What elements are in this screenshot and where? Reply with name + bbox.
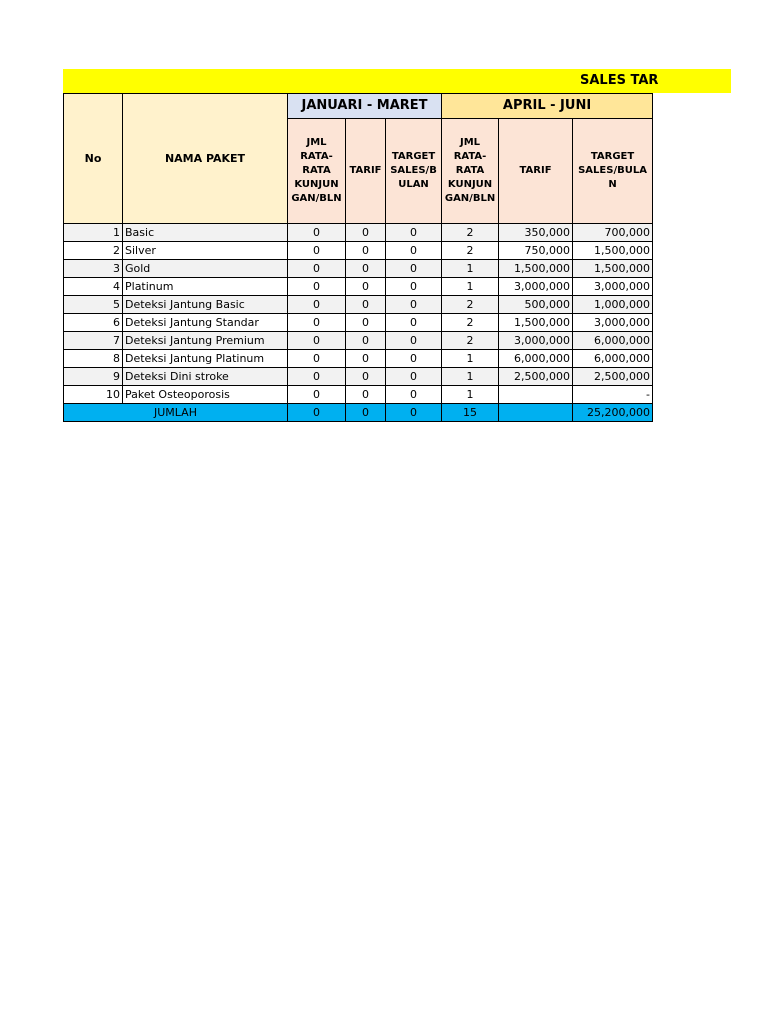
cell-p1-jml[interactable]: 0: [288, 296, 346, 314]
total-p1-target[interactable]: 0: [386, 404, 442, 422]
sales-target-table: [63, 93, 653, 422]
cell-p1-tarif[interactable]: 0: [346, 224, 386, 242]
header-p1-target-sales[interactable]: TARGET SALES/B ULAN: [386, 119, 442, 224]
cell-no[interactable]: 10: [64, 386, 123, 404]
cell-p1-tarif[interactable]: 0: [346, 314, 386, 332]
cell-p2-tarif[interactable]: 6,000,000: [499, 350, 573, 368]
cell-p2-tarif[interactable]: 750,000: [499, 242, 573, 260]
header-p2-jml-kunjungan[interactable]: JML RATA-RATA KUNJUN GAN/BLN: [442, 119, 499, 224]
cell-p1-target[interactable]: 0: [386, 260, 442, 278]
cell-p1-target[interactable]: 0: [386, 296, 442, 314]
cell-p1-tarif[interactable]: 0: [346, 242, 386, 260]
table-row: [64, 278, 653, 296]
cell-p1-tarif[interactable]: 0: [346, 386, 386, 404]
table-row: [64, 242, 653, 260]
header-period-jan-mar[interactable]: JANUARI - MARET: [288, 94, 442, 119]
cell-p2-jml[interactable]: 2: [442, 296, 499, 314]
cell-p1-jml[interactable]: 0: [288, 278, 346, 296]
cell-p2-jml[interactable]: 1: [442, 278, 499, 296]
cell-nama-paket[interactable]: Gold: [123, 260, 288, 278]
cell-no[interactable]: 8: [64, 350, 123, 368]
cell-nama-paket[interactable]: Deteksi Jantung Standar: [123, 314, 288, 332]
cell-p2-tarif[interactable]: 350,000: [499, 224, 573, 242]
table-row: [64, 332, 653, 350]
cell-no[interactable]: 6: [64, 314, 123, 332]
cell-p2-tarif[interactable]: 2,500,000: [499, 368, 573, 386]
cell-p1-jml[interactable]: 0: [288, 350, 346, 368]
cell-nama-paket[interactable]: Platinum: [123, 278, 288, 296]
cell-p2-target[interactable]: 1,500,000: [573, 242, 653, 260]
cell-no[interactable]: 1: [64, 224, 123, 242]
cell-no[interactable]: 9: [64, 368, 123, 386]
cell-no[interactable]: 2: [64, 242, 123, 260]
cell-p2-tarif[interactable]: 3,000,000: [499, 278, 573, 296]
cell-no[interactable]: 4: [64, 278, 123, 296]
cell-nama-paket[interactable]: Silver: [123, 242, 288, 260]
table-row: [64, 296, 653, 314]
cell-p1-jml[interactable]: 0: [288, 332, 346, 350]
header-no[interactable]: No: [64, 94, 123, 224]
total-p2-jml[interactable]: 15: [442, 404, 499, 422]
cell-p1-tarif[interactable]: 0: [346, 368, 386, 386]
cell-p2-tarif[interactable]: 1,500,000: [499, 314, 573, 332]
header-p1-tarif[interactable]: TARIF: [346, 119, 386, 224]
total-label[interactable]: JUMLAH: [64, 404, 288, 422]
header-nama-paket[interactable]: NAMA PAKET: [123, 94, 288, 224]
total-p2-tarif[interactable]: [499, 404, 573, 422]
cell-p2-jml[interactable]: 1: [442, 260, 499, 278]
header-p2-tarif[interactable]: TARIF: [499, 119, 573, 224]
total-row: [64, 404, 653, 422]
table-row: [64, 224, 653, 242]
cell-p1-jml[interactable]: 0: [288, 224, 346, 242]
cell-p1-tarif[interactable]: 0: [346, 332, 386, 350]
cell-p2-tarif[interactable]: 1,500,000: [499, 260, 573, 278]
cell-p1-jml[interactable]: 0: [288, 386, 346, 404]
cell-p1-jml[interactable]: 0: [288, 242, 346, 260]
cell-p1-target[interactable]: 0: [386, 350, 442, 368]
cell-p1-target[interactable]: 0: [386, 242, 442, 260]
cell-p2-jml[interactable]: 1: [442, 350, 499, 368]
cell-no[interactable]: 5: [64, 296, 123, 314]
cell-p1-jml[interactable]: 0: [288, 314, 346, 332]
cell-nama-paket[interactable]: Basic: [123, 224, 288, 242]
cell-p1-tarif[interactable]: 0: [346, 260, 386, 278]
cell-p2-target[interactable]: 700,000: [573, 224, 653, 242]
cell-p2-tarif[interactable]: [499, 386, 573, 404]
table-row: [64, 350, 653, 368]
title-bar: [63, 69, 731, 93]
header-period-apr-jun[interactable]: APRIL - JUNI: [442, 94, 653, 119]
cell-p2-target[interactable]: 3,000,000: [573, 314, 653, 332]
table-row: [64, 368, 653, 386]
cell-p1-target[interactable]: 0: [386, 368, 442, 386]
cell-p2-jml[interactable]: 2: [442, 314, 499, 332]
cell-p1-target[interactable]: 0: [386, 386, 442, 404]
header-row-periods: [64, 94, 653, 119]
sheet-title: SALES TAR: [580, 73, 659, 88]
cell-p2-jml[interactable]: 1: [442, 386, 499, 404]
cell-p1-tarif[interactable]: 0: [346, 296, 386, 314]
cell-p1-jml[interactable]: 0: [288, 368, 346, 386]
table-row: [64, 386, 653, 404]
cell-p1-target[interactable]: 0: [386, 224, 442, 242]
total-p2-target[interactable]: 25,200,000: [573, 404, 653, 422]
cell-p1-tarif[interactable]: 0: [346, 350, 386, 368]
cell-p2-jml[interactable]: 2: [442, 332, 499, 350]
cell-nama-paket[interactable]: Deteksi Jantung Basic: [123, 296, 288, 314]
cell-p2-target[interactable]: 6,000,000: [573, 350, 653, 368]
table-row: [64, 260, 653, 278]
cell-p2-target[interactable]: -: [573, 386, 653, 404]
cell-p1-tarif[interactable]: 0: [346, 278, 386, 296]
cell-p2-target[interactable]: 1,000,000: [573, 296, 653, 314]
cell-p2-target[interactable]: 6,000,000: [573, 332, 653, 350]
cell-no[interactable]: 3: [64, 260, 123, 278]
cell-p1-target[interactable]: 0: [386, 314, 442, 332]
cell-p1-target[interactable]: 0: [386, 278, 442, 296]
cell-nama-paket[interactable]: Deteksi Jantung Platinum: [123, 350, 288, 368]
total-p1-jml[interactable]: 0: [288, 404, 346, 422]
cell-p2-target[interactable]: 2,500,000: [573, 368, 653, 386]
cell-p2-tarif[interactable]: 3,000,000: [499, 332, 573, 350]
cell-p2-target[interactable]: 3,000,000: [573, 278, 653, 296]
header-p2-target-sales[interactable]: TARGET SALES/BULA N: [573, 119, 653, 224]
table-row: [64, 314, 653, 332]
cell-nama-paket[interactable]: Paket Osteoporosis: [123, 386, 288, 404]
cell-p1-target[interactable]: 0: [386, 332, 442, 350]
cell-p2-target[interactable]: 1,500,000: [573, 260, 653, 278]
cell-p2-tarif[interactable]: 500,000: [499, 296, 573, 314]
cell-nama-paket[interactable]: Deteksi Dini stroke: [123, 368, 288, 386]
cell-no[interactable]: 7: [64, 332, 123, 350]
cell-nama-paket[interactable]: Deteksi Jantung Premium: [123, 332, 288, 350]
cell-p2-jml[interactable]: 1: [442, 368, 499, 386]
header-p1-jml-kunjungan[interactable]: JML RATA-RATA KUNJUN GAN/BLN: [288, 119, 346, 224]
cell-p1-jml[interactable]: 0: [288, 260, 346, 278]
cell-p2-jml[interactable]: 2: [442, 242, 499, 260]
cell-p2-jml[interactable]: 2: [442, 224, 499, 242]
total-p1-tarif[interactable]: 0: [346, 404, 386, 422]
